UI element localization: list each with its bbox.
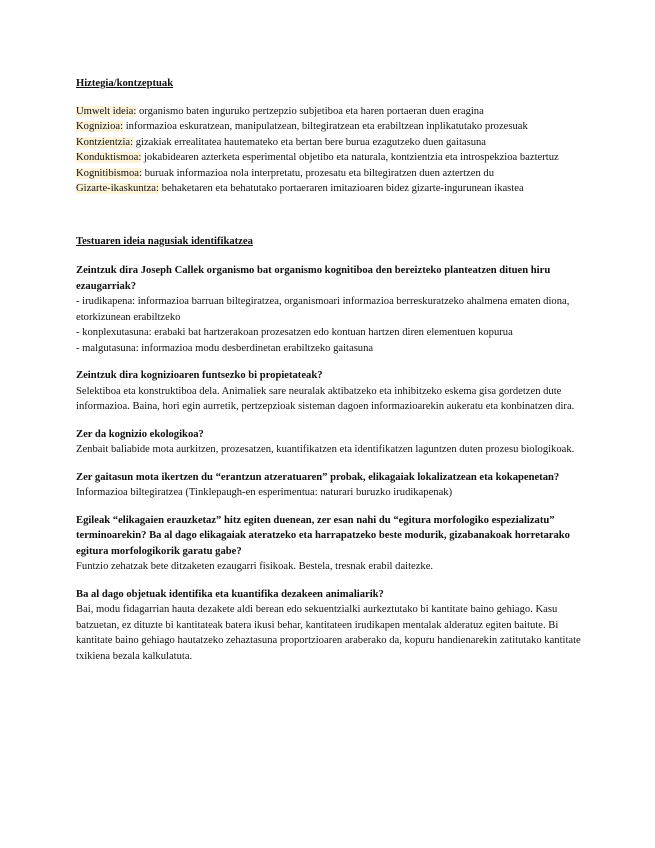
glossary-entry: [76, 104, 595, 120]
answer-line: - konplexutasuna: erabaki bat hartzerakoan prozesatzen edo kontuan hartzen diren elementuen kopurua: [76, 327, 513, 338]
glossary-entry: [76, 150, 595, 166]
answer: [76, 485, 595, 501]
answer-line: Zenbait baliabide mota aurkitzen, prozesatzen, kuantifikatzen eta identifikatzen laguntzen duten prozesu biologikoak.: [76, 444, 575, 455]
glossary-definition: buruak informazioa nola interpretatu, prozesatu eta biltegiratzen duen aztertzen du: [141, 167, 495, 179]
question: Zeintzuk dira Joseph Callek organismo bat organismo kognitiboa den bereizteko planteatzen dituen hiru ezaugarriak?: [76, 265, 551, 292]
qa-block: [76, 513, 595, 575]
glossary-definition: gizakiak errealitatea hautemateko eta bertan bere burua ezagutzeko duen gaitasuna: [133, 136, 487, 148]
glossary-definition: behaketaren eta behatutako portaeraren imitazioaren bidez gizarte-ingurunean ikastea: [158, 183, 524, 194]
glossary-term: Konduktismoa:: [76, 152, 142, 163]
question: Zer gaitasun mota ikertzen du “erantzun atzeratuaren” probak, elikagaiak lokalizatzean eta kokapenetan?: [76, 471, 560, 483]
answer-line: Selektiboa eta konstruktiboa dela. Animaliek sare neuralak aktibatzeko eta inhibitzeko eskema gisa gordetzen dute informazioa. Baina, hori egin aurretik, pertzepzioak sisteman dagoen informazioarekin aukeratu eta konbinatzen dira.: [76, 385, 575, 412]
question: Zer da kognizio ekologikoa?: [76, 428, 204, 440]
question: Zeintzuk dira kognizioaren funtsezko bi propietateak?: [76, 370, 323, 381]
glossary-list: [76, 104, 595, 197]
qa-block: [76, 470, 595, 501]
glossary-term: Gizarte-ikaskuntza:: [76, 183, 159, 194]
glossary-term: Umwelt ideia:: [76, 105, 137, 117]
qa-block: [76, 427, 595, 458]
answer: [76, 384, 595, 415]
glossary-term: Kontzientzia:: [76, 136, 134, 148]
glossary-term: Kognizioa:: [76, 121, 124, 132]
glossary-definition: organismo baten inguruko pertzepzio subjetiboa eta haren portaeran duen eragina: [136, 105, 484, 117]
glossary-entry: [76, 135, 595, 151]
qa-block: [76, 368, 595, 415]
answer-line: Informazioa biltegiratzea (Tinklepaugh-en esperimentua: naturari buruzko irudikapenak): [76, 487, 453, 498]
ideas-heading: Testuaren ideia nagusiak identifikatzea: [76, 235, 253, 247]
qa-block: [76, 263, 595, 356]
glossary-entry: [76, 166, 595, 182]
answer-line: - malgutasuna: informazioa modu desberdinetan erabiltzeko gaitasuna: [76, 342, 374, 354]
glossary-definition: informazioa eskuratzean, manipulatzean, biltegiratzean eta erabiltzean inplikatutako prozesuak: [123, 121, 528, 132]
glossary-entry: [76, 119, 595, 135]
answer-line: - irudikapena: informazioa barruan biltegiratzea, organismoari informazioa berreskuratzeko ahalmena ematen diona, etorkizunean erabiltzeko: [76, 296, 570, 323]
answer: [76, 294, 595, 356]
glossary-term: Kognitibismoa:: [76, 167, 142, 179]
answer: [76, 602, 595, 664]
answer-line: Bai, modu fidagarrian hauta dezakete aldi berean edo sekuentzialki aurkeztutako bi kantitate baino gehiago. Kasu batzuetan, ez dituzte bi kantitateak batera ikusi behar, kantitateen irudikapen mentalak alderatuz egiten baitute. Bi kantitate baino gehiago hautatzeko zehaztasuna proportzioaren araberako da, kopuru handienarekin zatitutako kantitate txikiena bezala kalkulatuta.: [76, 604, 581, 662]
glossary-entry: [76, 181, 595, 197]
answer: [76, 442, 595, 458]
glossary-heading: Hiztegia/kontzeptuak: [76, 78, 174, 89]
glossary-definition: jokabidearen azterketa esperimental objetibo eta naturala, kontzientzia eta introspekzioa baztertuz: [141, 152, 559, 163]
qa-block: [76, 587, 595, 665]
question: Egileak “elikagaien erauzketaz” hitz egiten duenean, zer esan nahi du “egitura morfologiko espezializatu” terminoarekin? Ba al dago elikagaiak ateratzeko eta harrapatzeko beste modurik, gizabanakoak horretarako egitura morfologikorik garatu gabe?: [76, 514, 570, 557]
answer: [76, 559, 595, 575]
answer-line: Funtzio zehatzak bete ditzaketen ezaugarri fisikoak. Bestela, tresnak erabil daitezke.: [76, 561, 434, 572]
question: Ba al dago objetuak identifika eta kuantifika dezakeen animaliarik?: [76, 588, 384, 600]
